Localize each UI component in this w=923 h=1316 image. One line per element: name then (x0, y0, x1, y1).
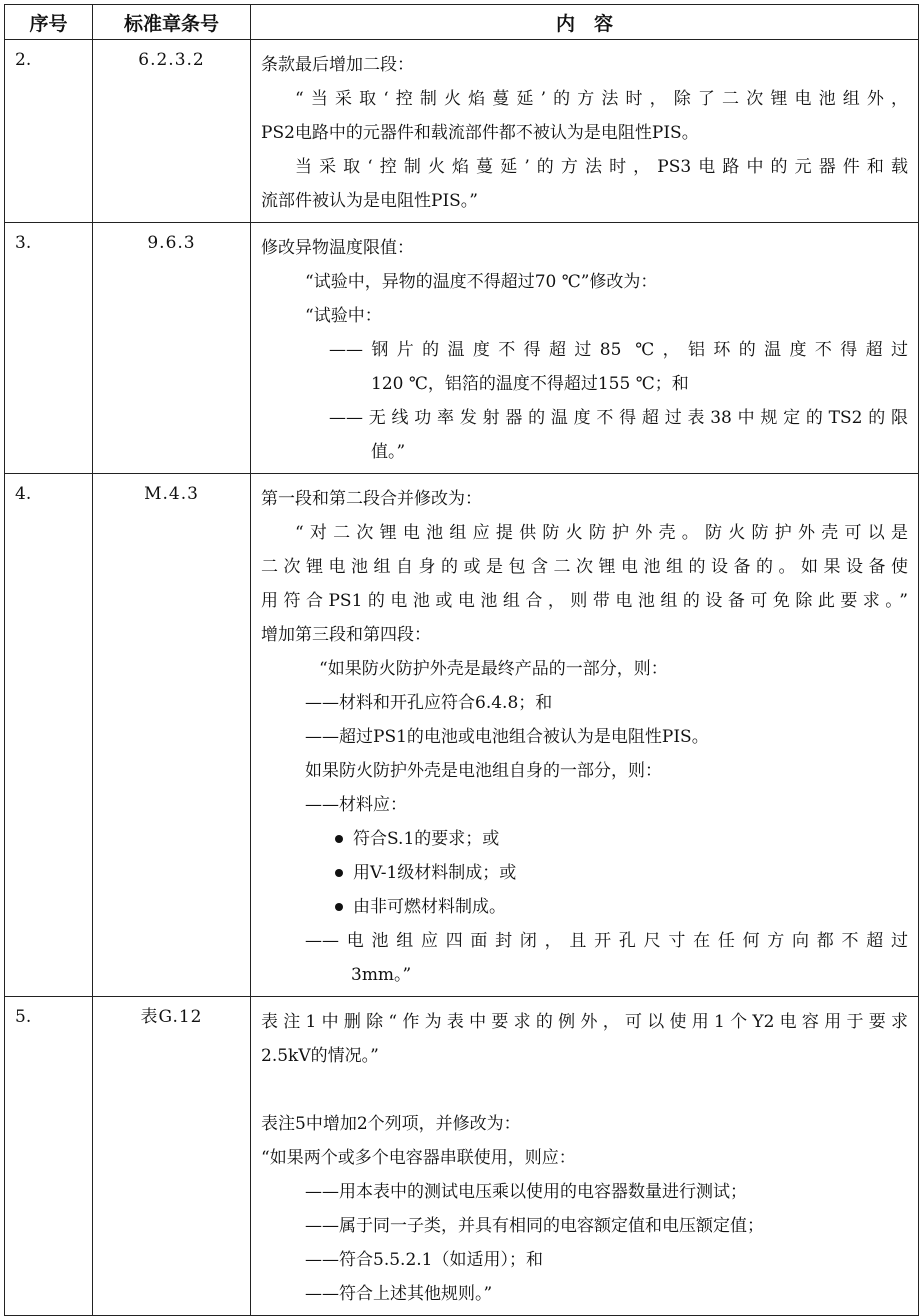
bullet-item: 由非可燃材料制成。 (261, 890, 908, 924)
row-number: 5. (5, 997, 93, 1316)
row-number: 2. (5, 40, 93, 223)
content-line: PS2电路中的元器件和载流部件都不被认为是电阻性PIS。 (261, 123, 699, 143)
table-row (5, 223, 919, 474)
content-line: ——符合上述其他规则。” (305, 1284, 493, 1304)
content-line: ——材料和开孔应符合6.4.8；和 (305, 693, 553, 713)
content-line: 值。” (371, 442, 406, 462)
clause-number: 6.2.3.2 (93, 40, 251, 223)
bullet-item: 符合S.1的要求；或 (261, 822, 908, 856)
content-cell (251, 997, 919, 1316)
header-content: 内 容 (251, 5, 919, 40)
table-row (5, 997, 919, 1316)
content-line: “当采取‘控制火焰蔓延’的方法时，除了二次锂电池组外， (295, 89, 908, 109)
table-row (5, 474, 919, 997)
content-line: 表注5中增加2个列项，并修改为： (261, 1114, 521, 1134)
header-row (5, 5, 919, 40)
content-cell (251, 40, 919, 223)
bullet-icon (335, 835, 343, 843)
clause-number: 表G.12 (93, 997, 251, 1316)
row-number: 3. (5, 223, 93, 474)
content-cell (251, 223, 919, 474)
content-line: 条款最后增加二段： (261, 55, 414, 75)
content-line: “试验中： (305, 306, 382, 326)
content-line: ——电池组应四面封闭，且开孔尺寸在任何方向都不超过 (305, 931, 908, 951)
bullet-item: 用V-1级材料制成；或 (261, 856, 908, 890)
content-line: 第一段和第二段合并修改为： (261, 489, 482, 509)
content-line: “试验中，异物的温度不得超过70 ℃”修改为： (305, 272, 658, 292)
content-line: ——材料应： (305, 795, 407, 815)
content-line: 120 ℃，铝箔的温度不得超过155 ℃；和 (371, 374, 689, 394)
content-line: 3mm。” (351, 965, 412, 985)
bullet-icon (335, 903, 343, 911)
bullet-icon (335, 869, 343, 877)
content-line: 流部件被认为是电阻性PIS。” (261, 191, 478, 211)
blank-line (261, 1073, 908, 1107)
content-line: 增加第三段和第四段： (261, 625, 431, 645)
content-line: ——无线功率发射器的温度不得超过表38中规定的TS2的限 (329, 408, 908, 428)
content-line: ——属于同一子类，并具有相同的电容额定值和电压额定值； (305, 1216, 764, 1236)
header-no: 序号 (5, 5, 93, 40)
content-line: “如果两个或多个电容器串联使用，则应： (261, 1148, 576, 1168)
content-line: ——用本表中的测试电压乘以使用的电容器数量进行测试； (305, 1182, 747, 1202)
content-line: ——超过PS1的电池或电池组合被认为是电阻性PIS。 (305, 727, 709, 747)
header-clause: 标准章条号 (93, 5, 251, 40)
clause-number: 9.6.3 (93, 223, 251, 474)
content-cell (251, 474, 919, 997)
content-line: ——钢片的温度不得超过85 ℃，铝环的温度不得超过 (329, 340, 908, 360)
content-line: “如果防火防护外壳是最终产品的一部分，则： (319, 659, 668, 679)
content-line: 2.5kV的情况。” (261, 1046, 379, 1066)
content-line: 用符合PS1的电池或电池组合，则带电池组的设备可免除此要求。” (261, 591, 908, 611)
content-line: 修改异物温度限值： (261, 238, 414, 258)
content-line: 二次锂电池组自身的或是包含二次锂电池组的设备的。如果设备使 (261, 557, 908, 577)
content-line: 当采取‘控制火焰蔓延’的方法时，PS3电路中的元器件和载 (295, 157, 908, 177)
content-line: 如果防火防护外壳是电池组自身的一部分，则： (305, 761, 662, 781)
content-line: 表注1中删除“作为表中要求的例外，可以使用1个Y2电容用于要求 (261, 1012, 908, 1032)
row-number: 4. (5, 474, 93, 997)
content-line: “对二次锂电池组应提供防火防护外壳。防火防护外壳可以是 (295, 523, 908, 543)
clause-number: M.4.3 (93, 474, 251, 997)
table-row (5, 40, 919, 223)
content-line: ——符合5.5.2.1（如适用）；和 (305, 1250, 543, 1270)
amendment-table (4, 4, 919, 1316)
